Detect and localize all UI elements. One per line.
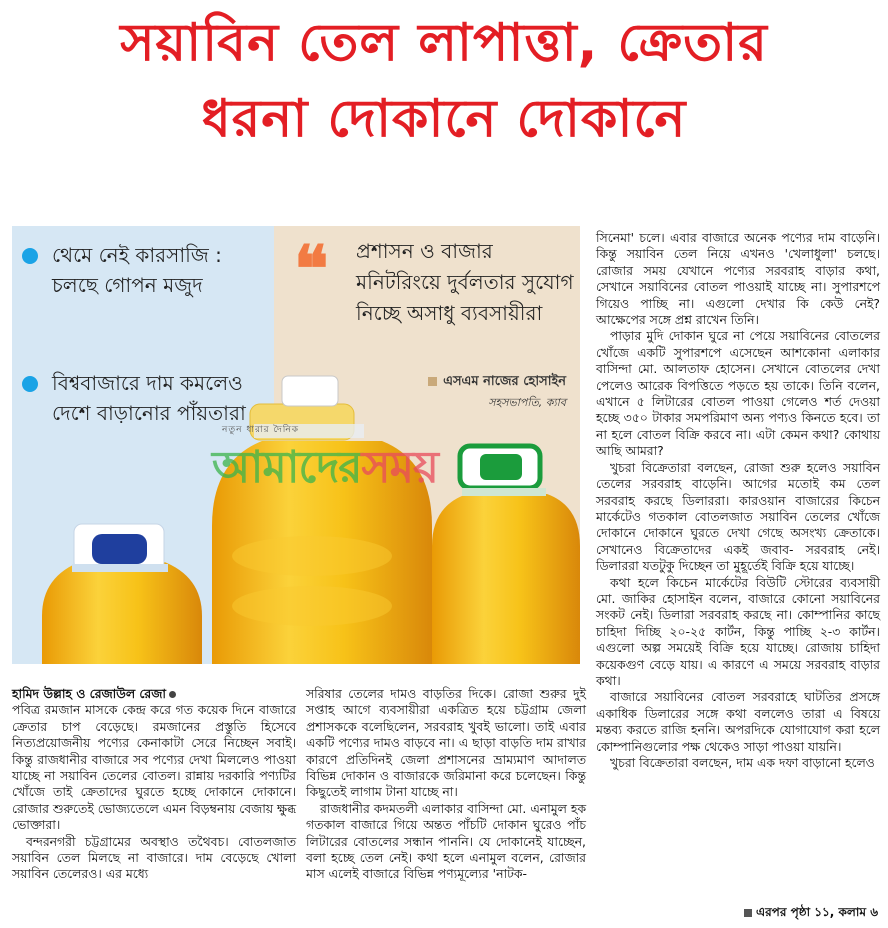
headline-line-1: সয়াবিন তেল লাপাত্তা, ক্রেতার (120, 13, 768, 73)
paragraph: বাজারে সয়াবিনের বোতল সরবরাহে ঘাটতির প্রসঙ্গে একাধিক ডিলারের সঙ্গে কথা বললেও তারা এ বিষয়ে মন্তব্য করতে রাজি হননি। অপরদিকে যোগাযোগ করা হলে কোম্পানিগুলোর পক্ষ থেকেও সাড়া পাওয়া যায়নি। (596, 689, 880, 754)
article-column-2 (306, 686, 586, 883)
paragraph: সরিষার তেলের দামও বাড়তির দিকে। রোজা শুরুর দুই সপ্তাহ আগে ব্যবসায়ীরা একত্রিত হয়ে চট্টগ্রাম জেলা প্রশাসককে বলেছিলেন, সরবরাহ খুবই ভালো। তাই এবার একটি পণ্যের দামও বাড়বে না। এ ছাড়া বাড়তি দাম রাখার কারণে প্রতিদিনই জেলা প্রশাসনের ভ্রাম্যমাণ আদালত বিভিন্ন দোকান ও বাজারকে জরিমানা করে চলেছেন। কিন্তু কিছুতেই লাগাম টানা যাচ্ছে না। (306, 686, 586, 800)
quote-box (274, 226, 580, 426)
continuation-note (744, 904, 878, 924)
article-column-3 (596, 230, 880, 771)
bullet-dot-icon (22, 376, 38, 392)
article-column-1 (12, 686, 296, 883)
square-bullet-icon (428, 377, 437, 386)
watermark-tagline: নতুন ধারার দৈনিক (222, 425, 299, 435)
paragraph: খুচরা বিক্রেতারা বলছেন, দাম এক দফা বাড়ানো হলেও (610, 755, 875, 770)
quote-text: প্রশাসন ও বাজার মনিটরিংয়ে দুর্বলতার সুযোগ নিচ্ছে অসাধু ব্যবসায়ীরা (356, 239, 574, 325)
quote-author (428, 372, 566, 393)
paragraph: রাজধানীর কদমতলী এলাকার বাসিন্দা মো. এনামুল হক গতকাল বাজারে গিয়ে অন্তত পাঁচটি দোকান ঘুরেও পাঁচ লিটারের বোতলের সন্ধান পাননি। যে দোকানেই যাচ্ছেন, বলা হচ্ছে তেল নেই। কথা হলে এনামুল বলেন, রোজার মাস এলেই বাজারে বিভিন্ন পণ্যমূল্যের 'নাটক- (306, 800, 586, 882)
square-bullet-icon (744, 909, 752, 917)
paragraph: খুচরা বিক্রেতারা বলছেন, রোজা শুরু হলেও সয়াবিন তেলের সরবরাহ বাড়েনি। আগের মতোই কম তেল সরবরাহ করছে ডিলাররা। কারওয়ান বাজারের কিচেন মার্কেটেও গতকাল বোতলজাত সয়াবিন তেলের খোঁজে দোকানে দোকানে ঘুরতে দেখা গেছে অসংখ্য ক্রেতাকে। সেখানেও বিক্রেতাদের একই জবাব- সরবরাহ নেই। ডিলাররা যতটুকু দিচ্ছেন তা মুহূর্তেই বিক্রি হয়ে যাচ্ছে। (596, 459, 880, 574)
paragraph: বন্দরনগরী চট্টগ্রামের অবস্থাও তথৈবচ। বোতলজাত সয়াবিন তেল মিলছে না বাজারে। দাম বেড়েছে খোলা সয়াবিন তেলেরও। এর মধ্যে (12, 833, 296, 882)
watermark-red-text: সময় (361, 442, 438, 493)
headline (0, 4, 888, 156)
paragraph: কথা হলে কিচেন মার্কেটের বিউটি স্টোরের ব্যবসায়ী মো. জাকির হোসাইন বলেন, বাজারে কোনো সয়াবিনের সংকট নেই। ডিলারা সরবরাহ করছে না। কোম্পানির কাছে চাহিদা দিচ্ছি ২০-২৫ কার্টন, কিন্তু পাচ্ছি ২-৩ কার্টন। এগুলো অল্প সময়েই বিক্রি হয়ে যাচ্ছে। রোজায় চাহিদা কয়েকগুণ বেড়ে যায়। এ কারণে এ সময়ে সরবরাহ বাড়ার কথা। (596, 574, 880, 688)
watermark-green-text: আমাদের (212, 442, 362, 493)
byline-text: হামিদ উল্লাহ ও রেজাউল রেজা (12, 686, 166, 701)
bullet-text: বিশ্ববাজারে দাম কমলেও দেশে বাড়ানোর পাঁয়তারা (52, 371, 246, 425)
small-bottle-left (42, 524, 202, 664)
bullet-text: থেমে নেই কারসাজি : চলছে গোপন মজুদ (52, 243, 222, 297)
quote-author-role: সহসভাপতি, ক্যাব (488, 396, 566, 409)
medium-bottle-right (432, 446, 580, 664)
paragraph: সিনেমা' চলে। এবার বাজারে অনেক পণ্যের দাম বাড়েনি। কিন্তু সয়াবিন তেল নিয়ে এখনও 'খেলাধুলা' চলছে। রোজার সময় যেখানে পণ্যের সরবরাহ বাড়ার কথা, সেখানে সয়াবিনের বোতল পাওয়াই যাচ্ছে না। সুপারশপে গিয়েও পাচ্ছি না। এগুলো দেখার কি কেউ নেই? আক্ষেপের সঙ্গে প্রশ্ন রাখেন তিনি। (596, 230, 880, 328)
bullet-point-2 (22, 368, 267, 428)
byline-dot-icon (169, 691, 176, 698)
bullet-point-1 (22, 240, 267, 300)
watermark-logo (212, 434, 438, 507)
quote-author-name: এসএম নাজের হোসাইন (443, 374, 566, 389)
infographic (12, 226, 580, 664)
continuation-text: এরপর পৃষ্ঠা ১১, কলাম ৬ (755, 905, 878, 919)
paragraph: পাড়ার মুদি দোকান ঘুরে না পেয়ে সয়াবিনের বোতলের খোঁজে একটি সুপারশপে এসেছেন আশকোনা এলাকার বাসিন্দা মো. আলতাফ হোসেন। সেখানে বোতলের দেখা পেলেও আরেক বিপত্তিতে পড়তে হয় তাকে। তিনি বলেন, এখানে ৫ লিটারের বোতল পাওয়া গেলেও শর্ত দেওয়া হচ্ছে ৩৫০ টাকার সমপরিমাণ অন্য পণ্যও কিনতে হবে। তা না হলে বোতল বিক্রি করবে না। এটা কেমন কথা? কোথায় আছি আমরা? (596, 328, 880, 459)
paragraph: পবিত্র রমজান মাসকে কেন্দ্র করে গত কয়েক দিনে বাজারে ক্রেতার চাপ বেড়েছে। রমজানের প্রস্তুতি হিসেবে নিত্যপ্রয়োজনীয় পণ্যের কেনাকাটা সেরে নিচ্ছেন সবাই। কিন্তু রাজধানীর বাজারে সব পণ্যের দেখা মিললেও পাওয়া যাচ্ছে না সয়াবিন তেলের বোতল। রান্নায় দরকারি পণ্যটির খোঁজে তাই ক্রেতাদের ঘুরতে হচ্ছে দোকানে দোকানে। রোজার শুরুতেই ভোজ্যতেলে এমন বিড়ম্বনায় বেজায় ক্ষুব্ধ ভোক্তারা। (12, 702, 296, 833)
headline-line-2: ধরনা দোকানে দোকানে (201, 89, 687, 149)
bullet-dot-icon (22, 248, 38, 264)
quote-mark-icon: ❝ (294, 232, 329, 307)
article-byline (12, 686, 296, 702)
